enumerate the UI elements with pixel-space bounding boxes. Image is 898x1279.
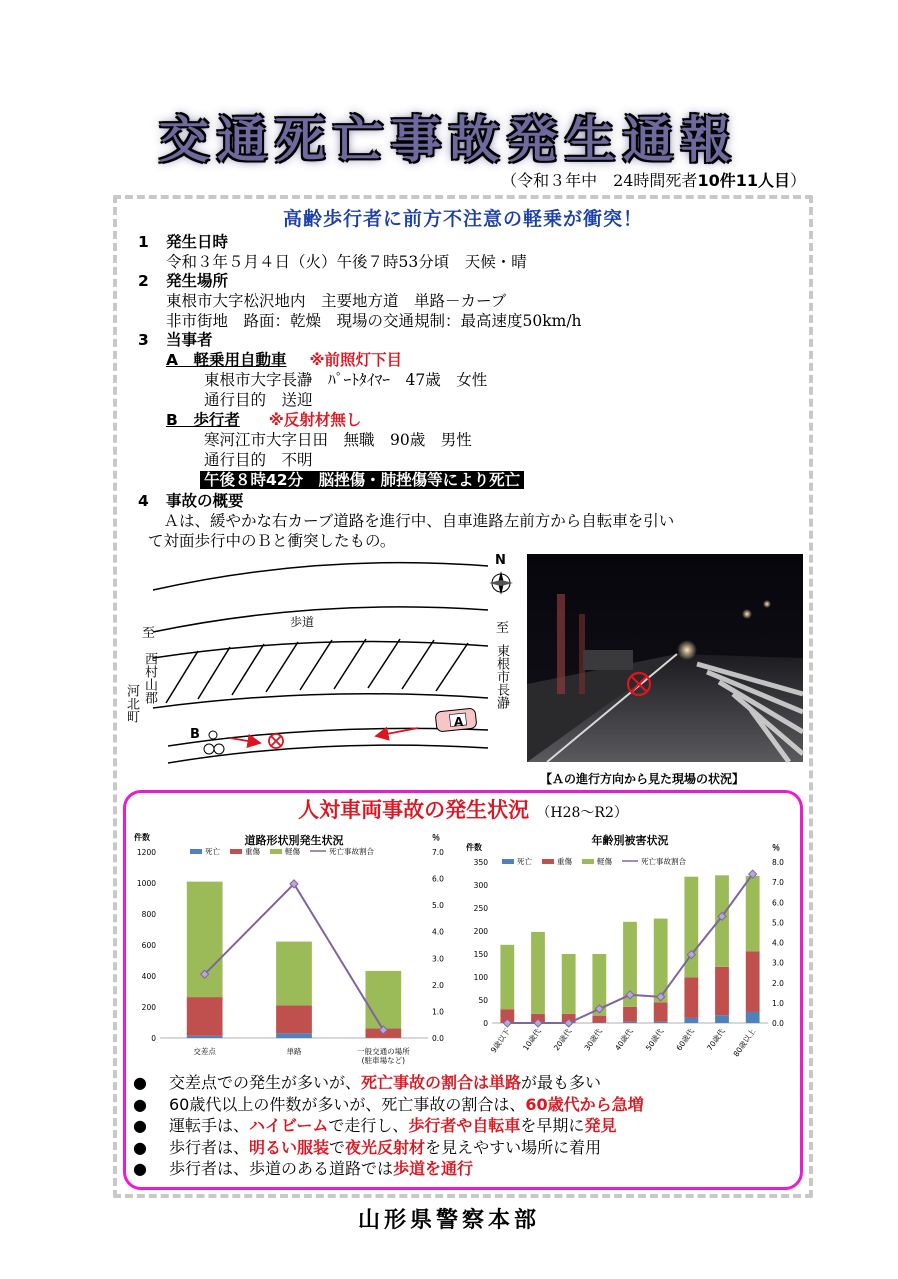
- section-heading: 当事者: [166, 331, 213, 349]
- scene-photo: [527, 554, 803, 762]
- party-b-marker: B: [190, 727, 200, 742]
- y2-tick-label: 2.0: [772, 978, 784, 988]
- section-text: 東根市大字松沢地内 主要地方道 単路－カーブ: [166, 292, 507, 310]
- y2-tick-label: 0.0: [772, 1019, 784, 1028]
- legend-swatch: [230, 849, 242, 854]
- y2-tick-label: 7.0: [432, 848, 444, 857]
- bar-segment: [654, 1022, 668, 1023]
- report-headline: 高齢歩行者に前方不注意の軽乗が衝突！: [282, 208, 643, 230]
- x-tick-label: 10歳代: [521, 1026, 543, 1053]
- x-tick-label: 80歳以上: [731, 1026, 758, 1059]
- y-tick-label: 200: [473, 927, 488, 936]
- bar-segment: [500, 945, 514, 1009]
- y-tick-label: 250: [473, 904, 488, 913]
- legend-label: 重傷: [245, 847, 260, 856]
- bar-segment: [746, 1012, 760, 1023]
- bar-segment: [592, 1016, 606, 1023]
- bar-segment: [715, 967, 729, 1015]
- dest-right: 東根市長瀞: [494, 644, 509, 709]
- section-text: 令和３年５月４日（火）午後７時53分頃 天候・晴: [166, 253, 527, 271]
- north-compass-icon: [489, 571, 513, 595]
- x-tick-label: 一般交通の場所: [357, 1047, 410, 1056]
- dest-left-1: 西村山郡: [142, 652, 157, 704]
- party-b-header: [166, 410, 361, 430]
- y2-axis-label: ％: [432, 833, 440, 842]
- y-tick-label: 800: [141, 910, 156, 919]
- zebra-zone: [166, 639, 468, 703]
- bar-segment: [654, 1002, 668, 1021]
- bar-segment: [187, 1036, 223, 1038]
- legend-label: 死亡: [205, 847, 220, 856]
- pedestrian-direction-arrow: [230, 738, 260, 743]
- section-number: 1: [138, 233, 149, 251]
- y2-tick-label: 2.0: [432, 980, 444, 990]
- bar-segment: [531, 932, 545, 1014]
- tip-item: ● 運転手は、ハイビームで走行し、歩行者や自転車を早期に発見: [133, 1116, 617, 1135]
- y2-tick-label: 3.0: [772, 958, 784, 968]
- legend-swatch: [542, 859, 554, 864]
- y-tick-label: 400: [141, 972, 156, 981]
- legend-label: 死亡: [517, 857, 532, 866]
- collision-point-icon: [269, 734, 283, 748]
- bar-segment: [365, 971, 401, 1029]
- x-tick-label: 40歳代: [613, 1026, 635, 1053]
- to-right-label: 至: [496, 621, 510, 636]
- x-tick-label: 30歳代: [582, 1026, 604, 1053]
- x-tick-label: 単路: [286, 1047, 302, 1056]
- page-title: 交通死亡事故発生通報: [159, 111, 739, 169]
- photo-caption: 【Ａの進行方向から見た現場の状況】: [540, 772, 745, 786]
- road-shape-chart: [128, 830, 468, 1068]
- y2-tick-label: 6.0: [432, 874, 444, 884]
- y-axis-label: 件数: [134, 833, 150, 842]
- party-a-header: [166, 350, 402, 370]
- road-edge: [153, 694, 488, 708]
- legend-swatch: [502, 859, 514, 864]
- x-tick-label: 50歳代: [643, 1026, 666, 1053]
- bar-segment: [684, 1018, 698, 1023]
- legend-label: 死亡事故割合: [641, 857, 686, 866]
- y2-axis-label: ％: [772, 843, 780, 852]
- y-tick-label: 350: [473, 858, 488, 867]
- y-tick-label: 600: [141, 941, 156, 950]
- sidewalk-label: 歩道: [290, 615, 315, 629]
- road-edge: [168, 745, 488, 763]
- road-edge: [153, 563, 488, 590]
- y-tick-label: 0: [483, 1019, 488, 1028]
- y-tick-label: 200: [141, 1003, 156, 1012]
- road-edge: [153, 642, 488, 658]
- y2-tick-label: 0.0: [432, 1034, 444, 1043]
- y2-tick-label: 6.0: [772, 898, 784, 908]
- y2-tick-label: 4.0: [772, 938, 784, 948]
- chart-title: 年齢別被害状況: [591, 834, 669, 847]
- section-heading: 発生場所: [166, 272, 229, 290]
- party-b-profile: 寒河江市大字日田 無職 90歳 男性: [204, 431, 472, 449]
- tip-item: ● 交差点での発生が多いが、死亡事故の割合は単路が最も多い: [133, 1073, 602, 1092]
- fatality-count-note: （令和３年中 24時間死者10件11人目）: [501, 171, 806, 190]
- party-b-label: B 歩行者: [166, 411, 240, 429]
- chart-title: 道路形状別発生状況: [244, 834, 344, 847]
- bar-segment: [623, 1022, 637, 1023]
- section-heading: 事故の概要: [166, 492, 244, 510]
- party-a-label: A 軽乗用自動車: [166, 351, 287, 369]
- dest-left-2: 河北町: [124, 684, 139, 723]
- legend-label: 軽傷: [285, 847, 300, 856]
- legend-swatch: [582, 859, 594, 864]
- party-b-note: ※反射材無し: [268, 411, 362, 429]
- bar-segment: [276, 942, 312, 1006]
- road-edge: [153, 607, 488, 632]
- x-tick-label: (駐車場など): [361, 1056, 406, 1065]
- section-number: 4: [138, 492, 149, 510]
- legend-swatch: [190, 849, 202, 854]
- y2-tick-label: 7.0: [772, 878, 784, 888]
- y2-tick-label: 1.0: [432, 1007, 444, 1017]
- death-notice: 午後８時42分 脳挫傷・肺挫傷等により死亡: [200, 471, 524, 489]
- section-number: 3: [138, 331, 149, 349]
- section-heading: 発生日時: [166, 233, 229, 251]
- y2-tick-label: 4.0: [432, 927, 444, 937]
- legend-label: 重傷: [557, 857, 572, 866]
- safety-tips: [133, 1072, 644, 1180]
- tip-item: ● 歩行者は、歩道のある道路では歩道を通行: [133, 1159, 474, 1178]
- issuer: 山形県警察本部: [357, 1208, 540, 1233]
- section-number: 2: [138, 272, 149, 290]
- x-tick-label: 60歳代: [674, 1026, 696, 1053]
- y-tick-label: 300: [473, 881, 488, 890]
- party-b-purpose: 通行目的 不明: [204, 451, 313, 469]
- y-tick-label: 100: [473, 973, 488, 982]
- y-tick-label: 50: [478, 996, 488, 1005]
- bar-segment: [684, 977, 698, 1017]
- north-label: N: [495, 553, 506, 568]
- bar-segment: [623, 1007, 637, 1022]
- y2-tick-label: 5.0: [772, 918, 784, 928]
- party-a-profile: 東根市大字長瀞 ﾊﾟｰﾄﾀｲﾏｰ 47歳 女性: [204, 371, 488, 389]
- legend-label: 死亡事故割合: [329, 847, 374, 856]
- y-tick-label: 1200: [136, 848, 156, 857]
- to-left-label: 至: [142, 626, 156, 641]
- bar-segment: [187, 882, 223, 997]
- bar-segment: [715, 1015, 729, 1023]
- statistics-period: （H28～R2）: [536, 805, 628, 821]
- tip-item: ● 60歳代以上の件数が多いが、死亡事故の割合は、60歳代から急増: [133, 1094, 644, 1114]
- legend-label: 軽傷: [597, 857, 612, 866]
- party-a-marker: A: [454, 715, 464, 729]
- y-tick-label: 150: [473, 950, 488, 959]
- section-text: 非市街地 路面：乾燥 現場の交通規制：最高速度50km/h: [166, 312, 582, 330]
- y-axis-label: 件数: [466, 843, 482, 852]
- y-tick-label: 0: [151, 1034, 156, 1043]
- x-tick-label: 9歳以下: [488, 1026, 512, 1055]
- summary-text: て対面歩行中のＢと衝突したもの。: [148, 532, 396, 550]
- accident-diagram: [128, 548, 523, 770]
- summary-text: Ａは、緩やかな右カーブ道路を進行中、自車進路左前方から自転車を引い: [148, 512, 675, 530]
- age-group-chart: [466, 830, 800, 1068]
- tip-item: ● 歩行者は、明るい服装で夜光反射材を見えやすい場所に着用: [133, 1137, 602, 1157]
- bar-segment: [746, 876, 760, 951]
- bar-segment: [187, 997, 223, 1036]
- y-tick-label: 1000: [136, 879, 156, 888]
- bar-segment: [276, 1005, 312, 1033]
- legend-swatch: [270, 849, 282, 854]
- y2-tick-label: 1.0: [772, 998, 784, 1008]
- statistics-heading: 人対車両事故の発生状況: [298, 798, 530, 822]
- y2-tick-label: 3.0: [432, 954, 444, 964]
- bar-segment: [562, 954, 576, 1014]
- bar-segment: [276, 1033, 312, 1038]
- party-a-purpose: 通行目的 送迎: [204, 391, 313, 409]
- pedestrian-bicycle-icon: [204, 731, 224, 754]
- x-tick-label: 20歳代: [551, 1026, 574, 1053]
- x-tick-label: 70歳代: [705, 1026, 727, 1053]
- x-tick-label: 交差点: [193, 1047, 216, 1056]
- statistics-title: [123, 794, 803, 824]
- y2-tick-label: 5.0: [432, 901, 444, 911]
- party-a-note: ※前照灯下目: [309, 351, 403, 369]
- y2-tick-label: 8.0: [772, 858, 784, 867]
- bar-segment: [746, 951, 760, 1012]
